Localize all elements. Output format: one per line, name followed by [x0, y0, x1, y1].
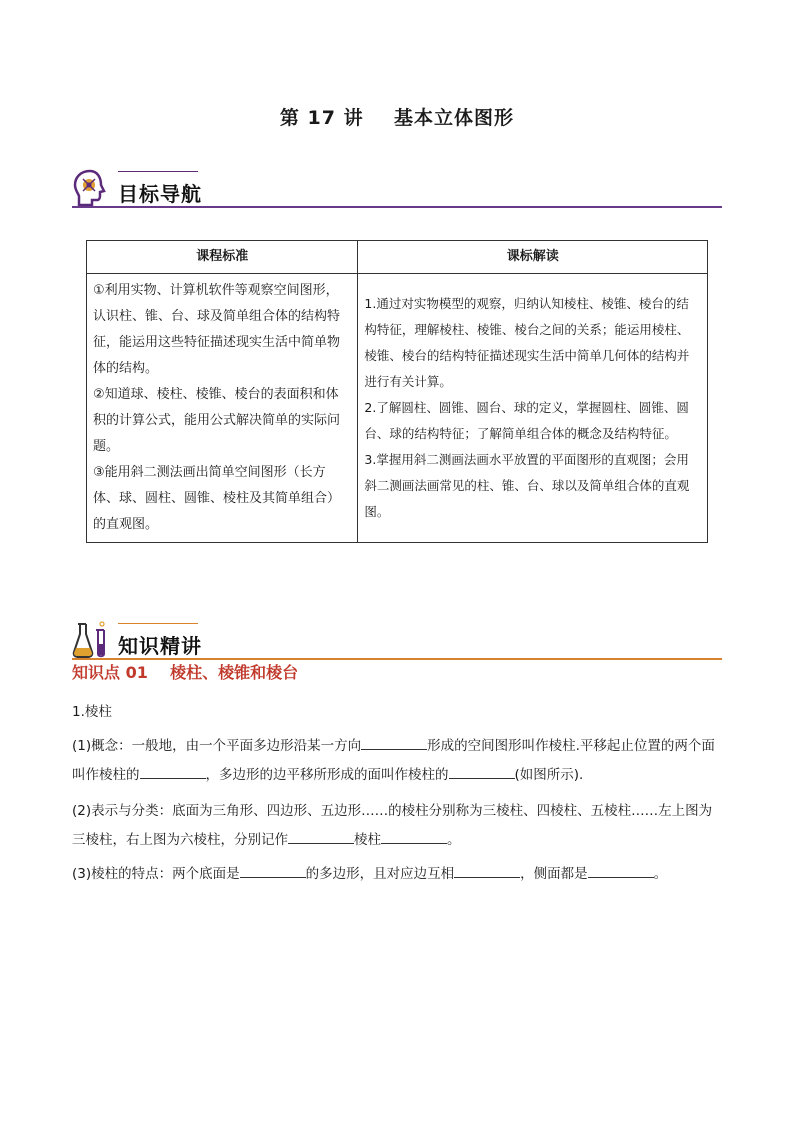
- blank-8[interactable]: [588, 863, 654, 878]
- knowledge-point-title: 知识点 01 棱柱、棱锥和棱台: [72, 663, 299, 682]
- section-header-goal: [72, 168, 722, 214]
- blank-2[interactable]: [140, 764, 206, 779]
- flask-icon: [72, 620, 108, 660]
- table-header-interpretation: 课标解读: [358, 241, 708, 274]
- blank-7[interactable]: [454, 863, 520, 878]
- blank-3[interactable]: [449, 764, 515, 779]
- blank-5[interactable]: [381, 829, 447, 844]
- curriculum-table: [86, 240, 708, 543]
- table-header-standard: 课程标准: [87, 241, 358, 274]
- standard-item-3: ③能用斜二测法画出简单空间图形（长方体、球、圆柱、圆锥、棱柱及其简单组合）的直观图。: [93, 465, 341, 532]
- standard-item-2: ②知道球、棱柱、棱锥、棱台的表面积和体积的计算公式，能用公式解决简单的实际问题。: [93, 387, 341, 454]
- blank-1[interactable]: [361, 735, 427, 750]
- page-title: 第 17 讲 基本立体图形: [279, 107, 515, 129]
- paragraph-features: (3)棱柱的特点：两个底面是 的多边形，且对应边互相 ，侧面都是 。: [72, 860, 722, 889]
- brain-gear-icon: [72, 168, 108, 208]
- subtitle-prism: 1.棱柱: [72, 704, 112, 720]
- blank-4[interactable]: [288, 829, 354, 844]
- section-title-goal: 目标导航: [118, 182, 202, 206]
- interpretation-item-2: 2.了解圆柱、圆锥、圆台、球的定义，掌握圆柱、圆锥、圆台、球的结构特征；了解简单组合体的概念及结构特征。: [364, 400, 689, 441]
- table-cell-standard: [87, 274, 358, 543]
- blank-6[interactable]: [240, 863, 306, 878]
- paragraph-classification: (2)表示与分类：底面为三角形、四边形、五边形……的棱柱分别称为三棱柱、四棱柱、五棱柱……左上图为三棱柱，右上图为六棱柱，分别记作 棱柱 。: [72, 803, 713, 848]
- interpretation-item-3: 3.掌握用斜二测画法画水平放置的平面图形的直观图；会用斜二测画法画常见的柱、锥、台、球以及简单组合体的直观图。: [364, 452, 690, 519]
- section-title-knowledge: 知识精讲: [118, 634, 202, 658]
- standard-item-1: ①利用实物、计算机软件等观察空间图形，认识柱、锥、台、球及简单组合体的结构特征，能运用这些特征描述现实生活中简单物体的结构。: [93, 283, 341, 376]
- table-cell-interpretation: [358, 274, 708, 543]
- interpretation-item-1: 1.通过对实物模型的观察，归纳认知棱柱、棱锥、棱台的结构特征，理解棱柱、棱锥、棱台之间的关系；能运用棱柱、棱锥、棱台的结构特征描述现实生活中简单几何体的结构并进行有关计算。: [364, 296, 690, 389]
- paragraph-concept: (1)概念：一般地，由一个平面多边形沿某一方向 形成的空间图形叫作棱柱.平移起止位置的两个面叫作棱柱的 ，多边形的边平移所形成的面叫作棱柱的 (如图所示).: [72, 732, 722, 790]
